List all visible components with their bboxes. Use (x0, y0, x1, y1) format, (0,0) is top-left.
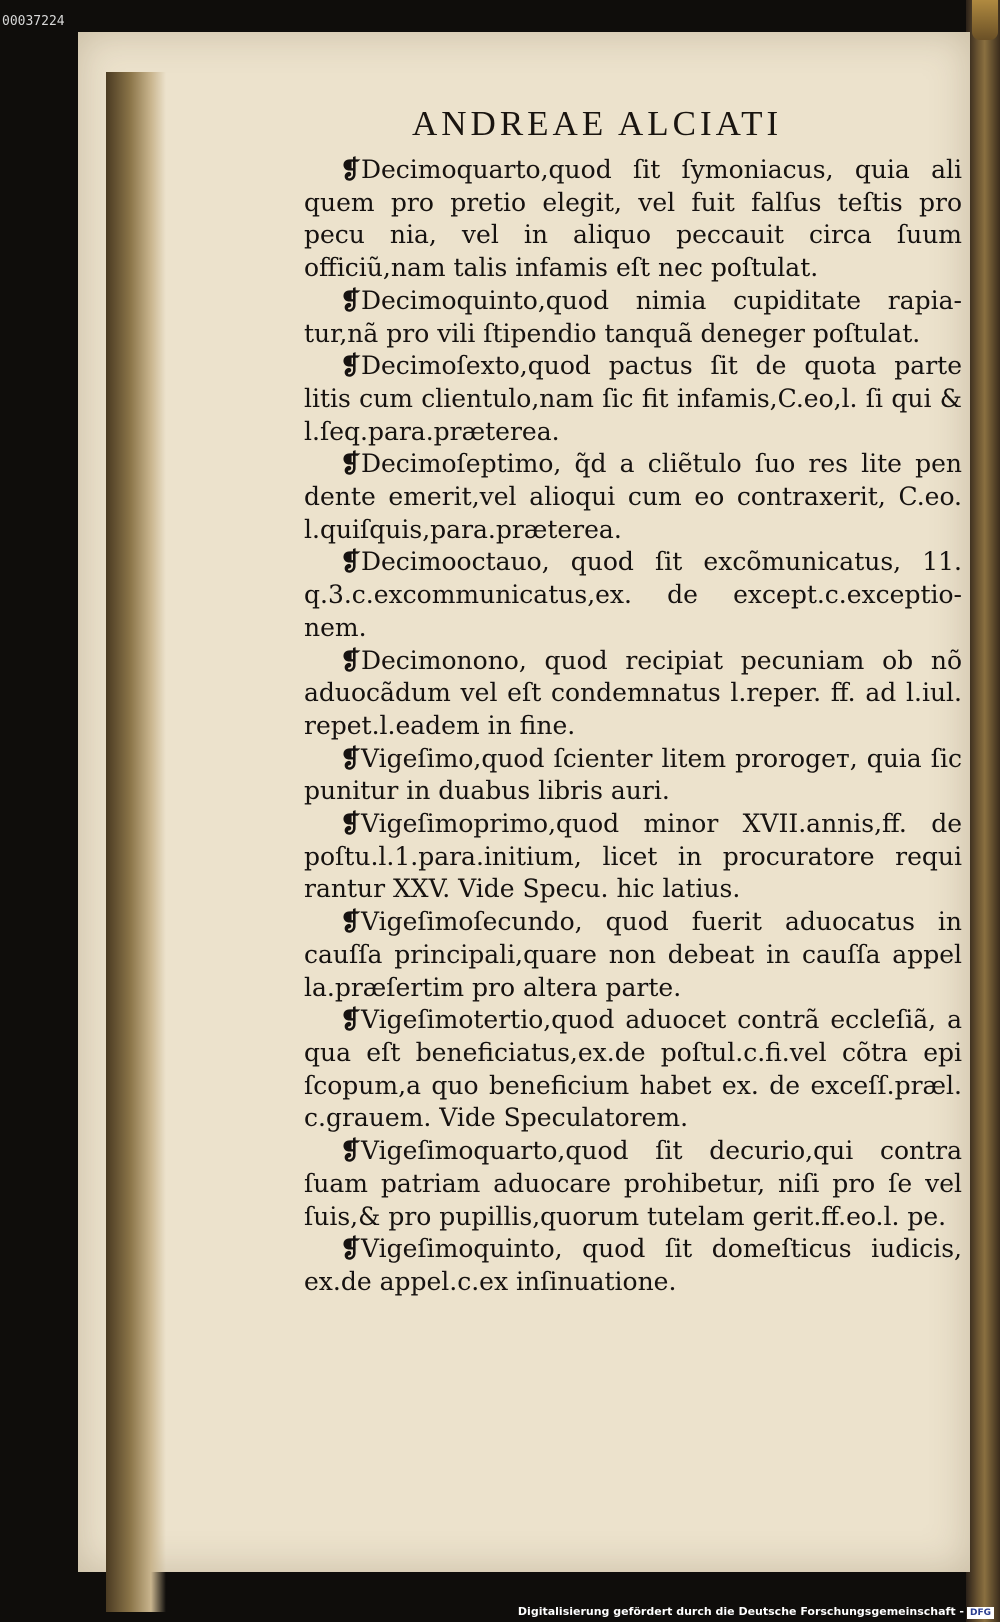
digitization-credit (518, 1605, 994, 1619)
book-clasp (972, 0, 998, 40)
pilcrow-icon: ❡ (340, 743, 361, 773)
pilcrow-icon: ❡ (340, 1234, 361, 1264)
running-head: ANDREAE ALCIATI (412, 104, 783, 143)
paragraph: ❡Decimoquarto,quod ſit ſymoniacus, quia ali quem pro pretio elegit, vel fuit falſus teſtis pro pecu nia, vel in aliquo peccauit circa ſuum officiũ,nam talis infamis eſt nec poſtulat. (304, 155, 962, 283)
pilcrow-icon: ❡ (340, 351, 361, 381)
paragraph: ❡Decimoquinto,quod nimia cupiditate rapia- tur,nã pro vili ſtipendio tanquã deneger poſtulat. (304, 285, 962, 348)
pilcrow-icon: ❡ (340, 907, 361, 937)
pilcrow-icon: ❡ (340, 1005, 361, 1035)
paragraph: ❡Decimooctauo, quod ſit excõmunicatus, 11. q.3.c.excommunicatus,ex. de except.c.exceptio- nem. (304, 547, 962, 642)
page-gutter (106, 72, 166, 1612)
paragraph: ❡Vigeſimoquarto,quod ſit decurio,qui contra ſuam patriam aduocare prohibetur, niſi pro ſe vel ſuis,& pro pupillis,quorum tutelam gerit.ff.eo.l. pe. (304, 1136, 962, 1231)
paragraph: ❡Decimoſexto,quod pactus ſit de quota parte litis cum clientulo,nam ſic fit infamis,C.eo,l. ſi qui & l.ſeq.para.præterea. (304, 351, 962, 446)
pilcrow-icon: ❡ (340, 645, 361, 675)
pilcrow-icon: ❡ (340, 285, 361, 315)
credit-text: Digitalisierung gefördert durch die Deutsche Forschungsgemeinschaft - (517, 1605, 964, 1618)
paragraph: ❡Vigeſimoquinto, quod ſit domeſticus iudicis, ex.de appel.c.ex inſinuatione. (304, 1234, 962, 1296)
paragraph: ❡Vigeſimoprimo,quod minor XVII.annis,ff. de poſtu.l.1.para.initium, licet in procuratore requi rantur XXV. Vide Specu. hic latius. (304, 809, 962, 904)
book-edge (966, 0, 1000, 1622)
pilcrow-icon: ❡ (340, 809, 361, 839)
pilcrow-icon: ❡ (340, 547, 361, 577)
paragraph: ❡Vigeſimotertio,quod aduocet contrã eccleſiã, a qua eſt beneficiatus,ex.de poſtul.c.fi.vel cõtra epi ſcopum,a quo beneficium habet ex. de exceſſ.præl. c.grauem. Vide Speculatorem. (304, 1005, 962, 1133)
pilcrow-icon: ❡ (340, 155, 361, 184)
pilcrow-icon: ❡ (340, 1136, 361, 1166)
scan-id: 00037224 (2, 14, 65, 29)
paragraph: ❡Decimoſeptimo, q̃d a cliẽtulo ſuo res lite pen dente emerit,vel alioqui cum eo contraxerit, C.eo. l.quiſquis,para.præterea. (304, 449, 962, 544)
pilcrow-icon: ❡ (340, 449, 361, 479)
paragraph: ❡Decimonono, quod recipiat pecuniam ob nõ aduocãdum vel eſt condemnatus l.reper. ff. ad l.iul. repet.l.eadem in fine. (304, 645, 962, 740)
paragraph: ❡Vigeſimoſecundo, quod fuerit aduocatus in cauſſa principali,quare non debeat in cauſſa appel la.præſertim pro altera parte. (304, 907, 962, 1002)
dfg-logo: DFG (967, 1607, 994, 1619)
paragraph: ❡Vigeſimo,quod ſcienter litem prorogeт, quia ſic punitur in duabus libris auri. (304, 743, 962, 806)
page-text (304, 154, 962, 1299)
